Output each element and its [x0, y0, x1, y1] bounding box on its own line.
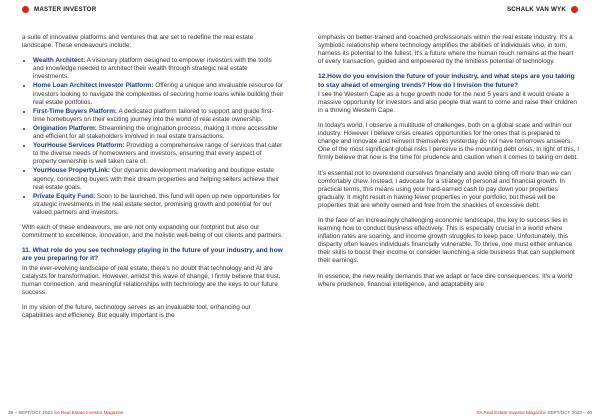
continued-paragraph: emphasis on better-trained and coached professionals within the real estate industry. It's a symbiotic relationship where technology amplifies the abilities of individuals who, in turn, harness its potential to the fullest. It's a future where the human touch remains at the heart of every transaction, guided and empowered by the limitless potential of technology. [318, 34, 574, 66]
paragraph-adapt: In essence, the new reality demands that we adapt or face dire consequences. It's a world where prudence, financial intelligence, and adaptability are [318, 272, 573, 288]
list-item-text: A visionary platform designed to empower investors with the tools and knowledge needed to architect their wealth through strategic real estate investments. [33, 57, 272, 81]
list-item-term: Origination Platform: [33, 124, 97, 132]
page-footer [0, 405, 600, 419]
intro-paragraph: a suite of innovative platforms and ventures that are set to redefine the real estate landscape. These endeavours include: [22, 34, 254, 50]
page-number: 40 [586, 410, 592, 415]
footer-left: 39 – SEPT/OCT 2023 SA Real Estate Investor Magazine [8, 410, 124, 415]
paragraph-debt: It's essential not to overextend ourselves financially and avoid biting off more than we can comfortably chew. Instead, I advocate for a strategy of personal and financial growth. In practical terms, this means using your hard-earned cash to pay down your properties gradually. It might result in having fewer properties in your portfolio, but these will be properties that are wholly owned and free from the shackles of excessive debt. [318, 169, 571, 209]
list-item [33, 108, 284, 124]
list-item-term: First-Time Buyers Platform: [33, 107, 118, 115]
paragraph-challenges: In today's world, I observe a multitude of challenges, both on a global scale and within our industry. However I believe crisis creates opportunities for the ones that is prepared to change and innovate and reinvent themselves yesterday do not have tomorrows answers. One of the most significant global risks I perceive is the mounting debt crisis. In light of this, I firmly believe that now is the time for prudence and caution when it comes to taking on debt. [318, 122, 580, 162]
question-11-answer: In the ever-evolving landscape of real estate, there's no doubt that technology and AI are catalysts for transformation. However, amidst this wave of change, I firmly believe that trust, human connection, and meaningful relationships with technology are the keys to our future success. [22, 264, 281, 296]
red-dot-icon [571, 6, 578, 13]
list-item [33, 167, 284, 191]
list-item [33, 142, 284, 166]
list-item-term: Home Loan Architect Investor Platform: [33, 82, 154, 90]
red-dot-icon [22, 6, 29, 13]
magazine-name: SA Real Estate Investor Magazine [476, 410, 547, 415]
question-12-heading: 12.How do you envision the future of your industry, and what steps are you taking to stay ahead of emerging trends? How do I Invision the future? [318, 73, 575, 89]
endeavours-list [22, 57, 284, 217]
header-left-title: MASTER INVESTOR [34, 6, 97, 13]
list-item-text: Offering a unique and invaluable resource for investors looking to navigate the complexities of securing home loans while building their real estate portfolios. [33, 82, 284, 106]
list-item-term: Private Equity Fund: [33, 192, 96, 200]
right-column [318, 34, 580, 296]
header-left [22, 6, 96, 13]
footer-right: SA Real Estate Investor Magazine SEPT/OCT 2023 – 40 [476, 410, 592, 415]
list-item-text: Providing a comprehensive range of services that cater to the diverse needs of homeowners and investors, ensuring that every aspect of property ownership is well taken care of. [33, 142, 283, 166]
list-item [33, 82, 284, 106]
issue-date: SEPT/OCT 2023 [547, 410, 582, 415]
question-12-answer: I see the Western Cape as a huge growth node for the next 5 years and it would create a massive opportunity for investors and also people that want to come and raise their children in a thriving Western Cape. [318, 90, 577, 114]
left-column [22, 34, 284, 327]
list-item [33, 193, 284, 217]
page-header [0, 0, 600, 22]
paragraph-economy: In the face of an increasingly challenging economic landscape, the key to success lies in learning how to conduct business effectively. This is especially crucial in a world where inflation rates are soaring, and income growth struggles to keep pace. Unfortunately, this disparity often leaves individuals financially vulnerable. To thrive, one must either enhance their skills to boost their income or consider launching a side business that can supplement their earnings. [318, 217, 575, 265]
question-11-continuation: In my vision of the future, technology serves as an invaluable tool, enhancing our capabilities and efficiency. But equally important is the [22, 303, 251, 320]
list-item-term: YourHouse PropertyLink: [33, 167, 110, 175]
list-item-text: Streamlining the origination process, making it more accessible and efficient for all stakeholders involved in real estate transactions. [33, 124, 278, 141]
page-number: 39 [8, 410, 14, 415]
list-item-term: YourHouse Services Platform: [33, 142, 125, 150]
list-item [33, 57, 284, 81]
list-item-text: Soon to be launched, this fund will open up new opportunities for strategic investments in the real estate sector, promising growth and potential for our valued partners and investors. [33, 192, 280, 216]
header-right-title: SCHALK VAN WYK [506, 6, 566, 13]
list-item-text: A dedicated platform tailored to support and guide first-time homebuyers on their exciting journey into the world of real estate ownership. [33, 107, 274, 123]
list-item [33, 125, 284, 141]
question-11-heading: 11. What role do you see technology playing in the future of your industry, and how are you preparing for it? [22, 247, 283, 263]
issue-date: SEPT/OCT 2023 [18, 410, 53, 415]
magazine-name: SA Real Estate Investor Magazine [53, 410, 124, 415]
endeavours-paragraph: With each of these endeavours, we are not only expanding our footprint but also our commitment to excellence, innovation, and the holistic well-being of our clients and partners. [22, 223, 283, 240]
header-right [507, 6, 578, 13]
list-item-text: Our dynamic development marketing and boutique estate agency, connecting buyers with their dream properties and helping sellers achieve their real estate goals. [33, 167, 280, 191]
list-item-term: Wealth Architect: [33, 57, 86, 65]
